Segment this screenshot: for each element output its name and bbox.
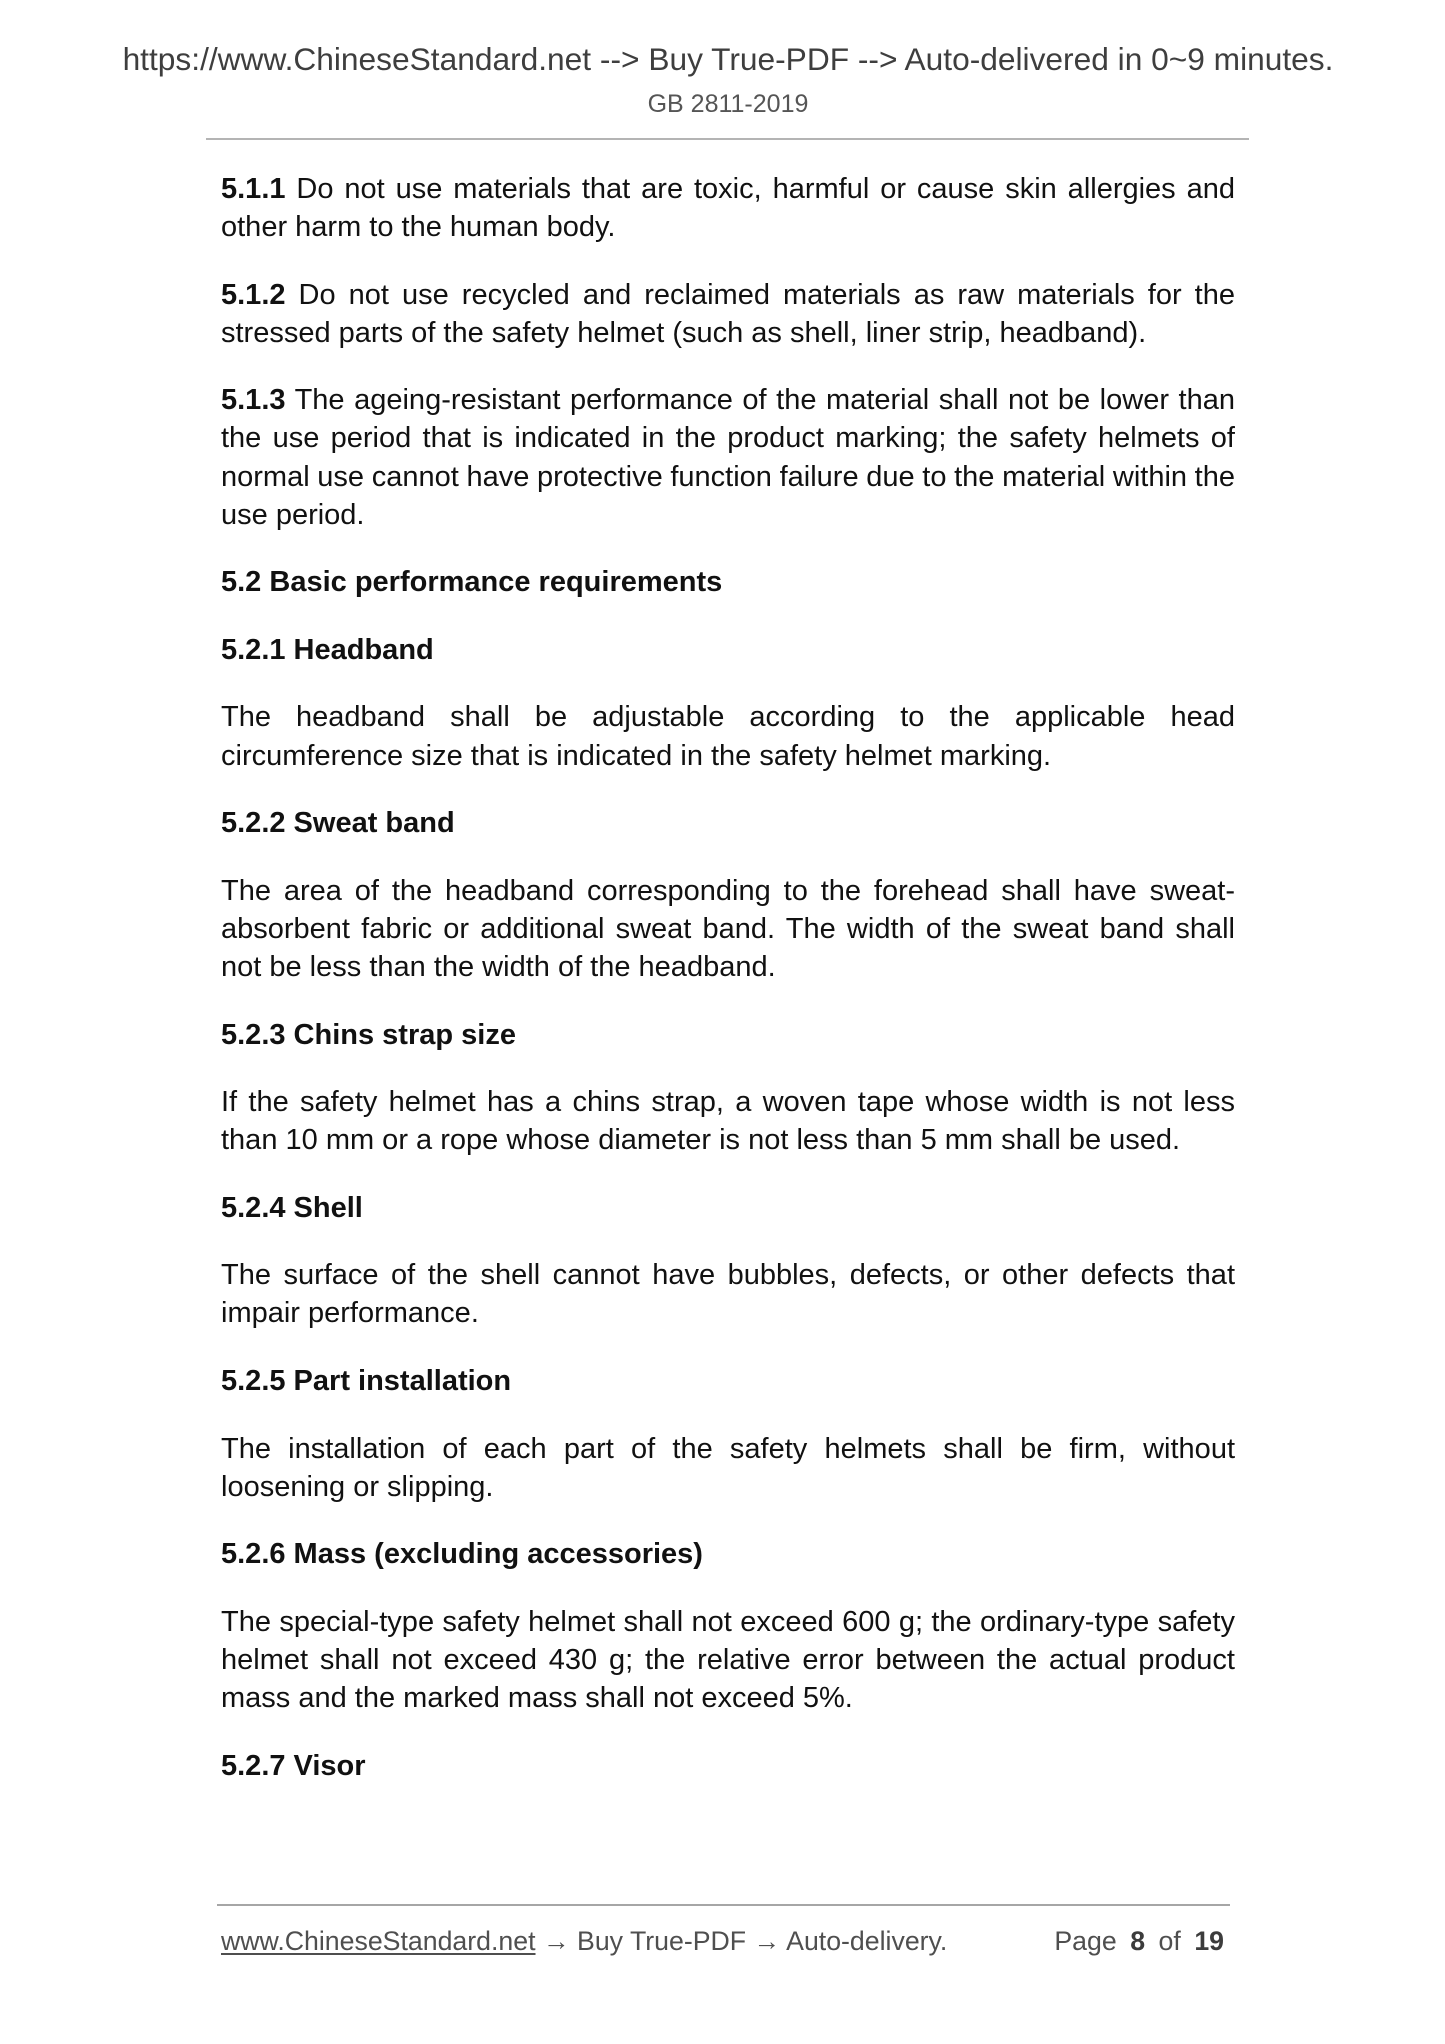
paragraph-line bbox=[221, 1430, 1235, 1468]
body-paragraph bbox=[221, 1603, 1235, 1717]
paragraph-line bbox=[221, 381, 1235, 419]
section-heading-text: 5.2.5 Part installation bbox=[221, 1365, 512, 1398]
paragraph-line bbox=[221, 1121, 1235, 1159]
paragraph-line bbox=[221, 170, 1235, 208]
paragraph-line bbox=[221, 496, 1235, 534]
paragraph-line bbox=[221, 1256, 1235, 1294]
paragraph-line-text: loosening or slipping. bbox=[221, 1470, 494, 1503]
section-heading-text: 5.2.4 Shell bbox=[221, 1191, 363, 1224]
paragraph-line-text: mass and the marked mass shall not exceed 5%. bbox=[221, 1682, 853, 1715]
body-paragraph bbox=[221, 698, 1235, 774]
paragraph-line-text: If the safety helmet has a chins strap, a woven tape whose width is not less bbox=[221, 1086, 1235, 1119]
paragraph-line bbox=[221, 1603, 1235, 1641]
section-heading-5-2-4 bbox=[221, 1189, 1235, 1227]
header-banner: https://www.ChineseStandard.net --> Buy True-PDF --> Auto-delivered in 0~9 minutes. bbox=[122, 41, 1334, 77]
paragraph-line-text: The surface of the shell cannot have bubbles, defects, or other defects that bbox=[221, 1259, 1235, 1292]
section-heading-5-2 bbox=[221, 563, 1235, 601]
paragraph-line-text: use period. bbox=[221, 498, 365, 531]
paragraph-line-text: other harm to the human body. bbox=[221, 211, 616, 244]
section-heading-5-2-5 bbox=[221, 1362, 1235, 1400]
clause-5-1-3 bbox=[221, 381, 1235, 533]
paragraph-line-text: impair performance. bbox=[221, 1297, 479, 1330]
paragraph-line bbox=[221, 1679, 1235, 1717]
clause-number: 5.1.1 bbox=[221, 173, 286, 205]
clause-number: 5.1.2 bbox=[221, 278, 286, 311]
paragraph-line-text: helmet shall not exceed 430 g; the relative error between the actual product bbox=[221, 1644, 1235, 1677]
paragraph-line bbox=[221, 910, 1235, 948]
paragraph-line bbox=[221, 1294, 1235, 1332]
clause-5-1-1 bbox=[221, 170, 1235, 246]
body-paragraph bbox=[221, 872, 1235, 986]
footer-tagline: → Buy True-PDF → Auto-delivery. bbox=[542, 1926, 948, 1956]
page-of-label: of bbox=[1158, 1926, 1181, 1956]
section-heading-5-2-6 bbox=[221, 1535, 1235, 1573]
paragraph-line bbox=[221, 419, 1235, 457]
paragraph-line bbox=[221, 698, 1235, 736]
header-divider bbox=[206, 138, 1249, 140]
paragraph-line bbox=[221, 314, 1235, 352]
paragraph-line-text: The ageing-resistant performance of the material shall not be lower than bbox=[294, 384, 1235, 417]
body-paragraph bbox=[221, 1256, 1235, 1332]
document-body bbox=[221, 170, 1235, 1814]
paragraph-line-text: circumference size that is indicated in the safety helmet marking. bbox=[221, 739, 1052, 772]
paragraph-line bbox=[221, 1641, 1235, 1679]
section-heading-text: 5.2.3 Chins strap size bbox=[221, 1018, 516, 1051]
section-heading-text: 5.2.7 Visor bbox=[221, 1749, 366, 1782]
paragraph-line bbox=[221, 208, 1235, 246]
paragraph-line-text: absorbent fabric or additional sweat band. The width of the sweat band shall bbox=[221, 912, 1235, 945]
section-heading-5-2-3 bbox=[221, 1016, 1235, 1054]
footer-divider bbox=[217, 1904, 1230, 1906]
paragraph-line-text: not be less than the width of the headband. bbox=[221, 950, 776, 983]
paragraph-line bbox=[221, 276, 1235, 314]
section-heading-5-2-2 bbox=[221, 804, 1235, 842]
standard-code: GB 2811-2019 bbox=[647, 90, 809, 118]
paragraph-line-text: the use period that is indicated in the product marking; the safety helmets of bbox=[221, 422, 1235, 455]
paragraph-line-text: Do not use materials that are toxic, harmful or cause skin allergies and bbox=[296, 173, 1235, 205]
clause-5-1-2 bbox=[221, 276, 1235, 352]
paragraph-line-text: The area of the headband corresponding to the forehead shall have sweat- bbox=[221, 874, 1235, 907]
page-total: 19 bbox=[1194, 1926, 1224, 1956]
paragraph-line-text: The installation of each part of the safety helmets shall be firm, without bbox=[221, 1432, 1235, 1465]
page-header bbox=[0, 0, 1445, 150]
footer-promo bbox=[221, 1921, 947, 1961]
paragraph-line bbox=[221, 737, 1235, 775]
body-paragraph bbox=[221, 1083, 1235, 1159]
section-heading-text: 5.2 Basic performance requirements bbox=[221, 566, 723, 599]
paragraph-line-text: than 10 mm or a rope whose diameter is not less than 5 mm shall be used. bbox=[221, 1124, 1181, 1157]
section-heading-text: 5.2.6 Mass (excluding accessories) bbox=[221, 1538, 703, 1571]
paragraph-line bbox=[221, 1468, 1235, 1506]
body-paragraph bbox=[221, 1430, 1235, 1506]
page-current: 8 bbox=[1130, 1926, 1146, 1956]
paragraph-line-text: The headband shall be adjustable according to the applicable head bbox=[221, 701, 1235, 734]
paragraph-line bbox=[221, 948, 1235, 986]
page-indicator bbox=[1054, 1921, 1224, 1961]
paragraph-line bbox=[221, 458, 1235, 496]
section-heading-text: 5.2.1 Headband bbox=[221, 633, 434, 666]
site-link[interactable]: www.ChineseStandard.net bbox=[221, 1926, 536, 1956]
paragraph-line-text: Do not use recycled and reclaimed materials as raw materials for the bbox=[298, 278, 1236, 311]
paragraph-line-text: normal use cannot have protective function failure due to the material within the bbox=[221, 460, 1235, 493]
paragraph-line bbox=[221, 1083, 1235, 1121]
paragraph-line-text: stressed parts of the safety helmet (such as shell, liner strip, headband). bbox=[221, 316, 1147, 349]
section-heading-5-2-7 bbox=[221, 1747, 1235, 1785]
section-heading-text: 5.2.2 Sweat band bbox=[221, 807, 455, 840]
section-heading-5-2-1 bbox=[221, 631, 1235, 669]
paragraph-line bbox=[221, 872, 1235, 910]
clause-number: 5.1.3 bbox=[221, 384, 286, 417]
page-label: Page bbox=[1054, 1926, 1117, 1956]
paragraph-line-text: The special-type safety helmet shall not exceed 600 g; the ordinary-type safety bbox=[221, 1605, 1235, 1638]
